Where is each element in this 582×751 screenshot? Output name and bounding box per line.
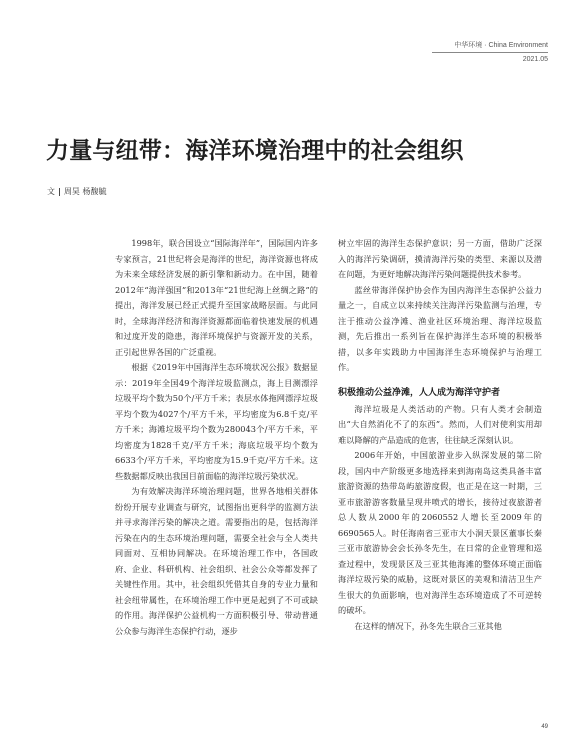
journal-issue: 2021.05 xyxy=(522,56,548,63)
byline xyxy=(47,186,106,197)
paragraph: 蓝丝带海洋保护协会作为国内海洋生态保护公益力量之一，自成立以来持续关注海洋污染监测与治理，专注于推动公益净滩、渔业社区环境治理、海洋垃圾监测，先后推出一系列旨在保护海洋生态环境的积极举措，以多年实践助力中国海洋生态环境保护与治理工作。 xyxy=(338,284,542,372)
article-title: 力量与纽带：海洋环境治理中的社会组织 xyxy=(46,138,464,164)
header-rule xyxy=(432,52,548,53)
page-number: 49 xyxy=(541,724,548,730)
paragraph: 海洋垃圾是人类活动的产物。只有人类才会制造出“大自然消化不了的东西”。然而，人们对使利实用却难以降解的产品造成的危害，往往缺乏深刻认识。 xyxy=(338,403,542,445)
journal-header xyxy=(432,40,548,65)
left-column xyxy=(115,236,318,639)
paragraph-continuation: 树立牢固的海洋生态保护意识；另一方面，借助广泛深入的海洋污染调研，摸清海洋污染的类型、来源以及潜在问题，为更好地解决海洋污染问题提供技术参考。 xyxy=(338,238,542,279)
paragraph: 1998年，联合国设立“国际海洋年”，国际国内许多专家预言，21世纪将会是海洋的世纪，海洋资源也将成为未来全球经济发展的新引擎和新动力。在中国，随着2012年“海洋强国”和2013年“21世纪海上丝绸之路”的提出，海洋发展已经正式提升至国家战略层面。与此同时，全球海洋经济和海洋资源都面临着快速发展的机遇和过度开发的隐患，海洋环境保护与资源开发的关系，正引起世界各国的广泛重视。 xyxy=(115,238,318,357)
journal-name: 中华环境 · China Environment xyxy=(454,42,548,49)
right-column xyxy=(338,236,542,634)
paragraph: 根据《2019年中国海洋生态环境状况公报》数据显示：2019年全国49个海洋垃圾监测点，海上目测漂浮垃圾平均个数为50个/平方千米；表层水体拖网漂浮垃圾平均个数为4027个/平方千米，平均密度为6.8千克/平方千米；海滩垃圾平均个数为280043个/平方千米，平均密度为1828千克/平方千米；海底垃圾平均个数为6633个/平方千米，平均密度为15.9千克/平方千米。这些数据都反映出我国目前面临的海洋垃圾污染状况。 xyxy=(115,362,318,481)
section-heading: 积极推动公益净滩，人人成为海洋守护者 xyxy=(338,387,501,398)
byline-prefix: 文 xyxy=(47,187,55,196)
paragraph: 在这样的情况下，孙冬先生联合三亚其他 xyxy=(354,620,502,631)
byline-authors: 周昊 杨馥毓 xyxy=(63,187,107,196)
paragraph: 为有效解决海洋环境治理问题，世界各地相关群体纷纷开展专业调查与研究，试图指出更科学的监测方法并寻求海洋污染的解决之道。需要指出的是，包括海洋污染在内的生态环境治理问题，需要全社会与全人类共同面对、互相协同解决。在环境治理工作中，各国政府、企业、科研机构、社会组织、社会公众等都发挥了关键性作用。其中，社会组织凭借其自身的专业力量和社会纽带属性，在环境治理工作中更是起到了不可或缺的作用。海洋保护公益机构一方面积极引导、带动普通公众参与海洋生态保护行动，逐步 xyxy=(115,486,318,636)
paragraph: 2006年开始，中国旅游业步入纵深发展的第二阶段，国内中产阶级更多地选择来到海南岛这类具备丰富旅游资源的热带岛屿旅游度假，也正是在这一时期，三亚市旅游游客数量呈现井喷式的增长，接待过夜旅游者总人数从2000年的2060552人增长至2009年的6690565人。时任海南省三亚市大小洞天景区董事长秦三亚市旅游协会会长孙冬先生，在日常的企业管理和巡查过程中，发现景区及三亚其他海滩的整体环境正面临海洋垃圾污染的威胁，这既对景区的美观和清洁卫生产生很大的负面影响，也对海洋生态环境造成了不可逆转的破坏。 xyxy=(338,450,542,615)
byline-separator: | xyxy=(58,187,61,196)
